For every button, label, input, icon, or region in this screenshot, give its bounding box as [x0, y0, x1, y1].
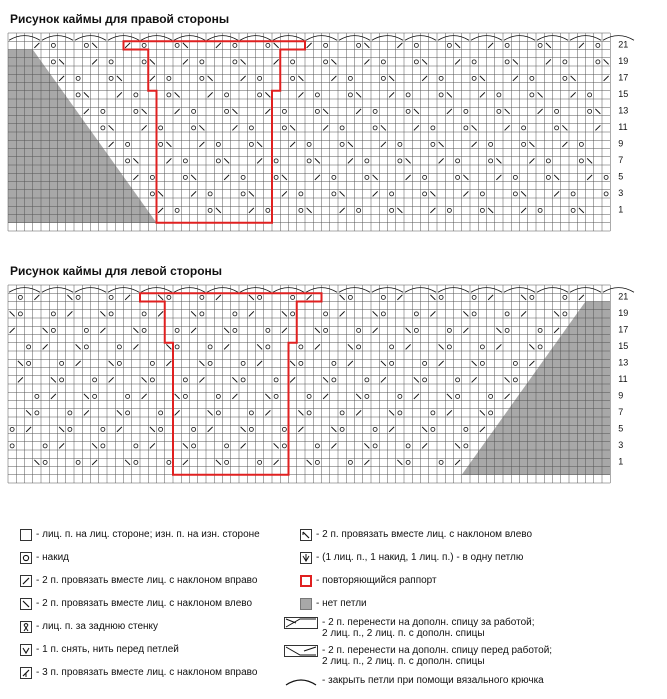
row-number: 1 — [618, 204, 624, 215]
chart-right-title: Рисунок каймы для правой стороны — [10, 12, 230, 26]
legend-item — [300, 598, 367, 610]
legend-item — [20, 575, 257, 587]
repeat-icon — [300, 575, 312, 587]
legend-item — [20, 598, 252, 610]
legend-item — [284, 645, 552, 667]
crochet-bindoff-icon — [284, 675, 318, 687]
row-number: 7 — [618, 406, 624, 417]
row-numbers — [618, 291, 628, 466]
k2tog-left-icon — [20, 598, 32, 610]
legend-text: - 2 п. провязать вместе лиц. с наклоном влево — [316, 529, 533, 540]
yarn-over-icon — [20, 552, 32, 564]
legend-text: - закрыть петли при помощи вязального крючка — [322, 675, 544, 686]
row-number: 7 — [618, 154, 624, 165]
cable-back-icon — [284, 617, 318, 629]
legend-text-2: 2 лиц. п., 2 лиц. п. с дополн. спицы — [322, 656, 485, 667]
slip-stitch-icon — [20, 644, 32, 656]
k2tog-left-alt-icon — [300, 529, 312, 541]
row-number: 3 — [618, 187, 624, 198]
legend-item — [284, 675, 544, 687]
row-number: 17 — [618, 72, 629, 83]
row-number: 19 — [618, 55, 629, 66]
row-number: 15 — [618, 340, 629, 351]
legend-text: - повторяющийся раппорт — [316, 575, 437, 586]
legend-item — [20, 644, 179, 656]
twisted-knit-icon — [20, 621, 32, 633]
legend-text: - лиц. п. за заднюю стенку — [36, 621, 159, 632]
row-number: 5 — [618, 171, 624, 182]
chart-left-title: Рисунок каймы для левой стороны — [10, 264, 223, 278]
row-number: 9 — [618, 138, 624, 149]
legend-text: - 2 п. перенести на дополн. спицу перед работой; — [322, 645, 553, 656]
k3tog-right-icon — [20, 667, 32, 679]
legend-text: - 3 п. провязать вместе лиц. с наклоном вправо — [36, 667, 258, 678]
row-number: 11 — [618, 121, 628, 132]
legend-item — [20, 529, 260, 541]
legend-item — [20, 552, 69, 564]
legend-text: - 1 п. снять, нить перед петлей — [36, 644, 179, 655]
increase-icon — [300, 552, 312, 564]
cable-front-icon — [284, 645, 318, 657]
legend-text: - нет петли — [316, 598, 367, 609]
legend-text: - 2 п. провязать вместе лиц. с наклоном вправо — [36, 575, 258, 586]
row-number: 19 — [618, 307, 629, 318]
row-number: 3 — [618, 439, 624, 450]
legend-item — [20, 621, 158, 633]
row-number: 13 — [618, 357, 629, 368]
legend-text: - (1 лиц. п., 1 накид, 1 лиц. п.) - в одну петлю — [316, 552, 524, 563]
legend-item — [20, 667, 257, 679]
row-number: 5 — [618, 423, 624, 434]
legend-item — [300, 575, 437, 587]
row-number: 15 — [618, 88, 629, 99]
legend-text: - лиц. п. на лиц. стороне; изн. п. на изн. стороне — [36, 529, 260, 540]
row-number: 1 — [618, 456, 624, 467]
row-number: 13 — [618, 105, 629, 116]
k2tog-right-icon — [20, 575, 32, 587]
legend-item — [300, 552, 523, 564]
row-number: 11 — [618, 373, 628, 384]
legend-text: - 2 п. перенести на дополн. спицу за работой; — [322, 617, 535, 628]
legend-item — [300, 529, 532, 541]
row-number: 21 — [618, 39, 629, 50]
legend-item — [284, 617, 535, 639]
legend-text: - 2 п. провязать вместе лиц. с наклоном влево — [36, 598, 253, 609]
row-number: 21 — [618, 291, 629, 302]
legend-text: - накид — [36, 552, 69, 563]
legend-text-2: 2 лиц. п., 2 лиц. п. с дополн. спицы — [322, 628, 485, 639]
row-number: 9 — [618, 390, 624, 401]
row-number: 17 — [618, 324, 629, 335]
knit-icon — [20, 529, 32, 541]
no-stitch-icon — [300, 598, 312, 610]
